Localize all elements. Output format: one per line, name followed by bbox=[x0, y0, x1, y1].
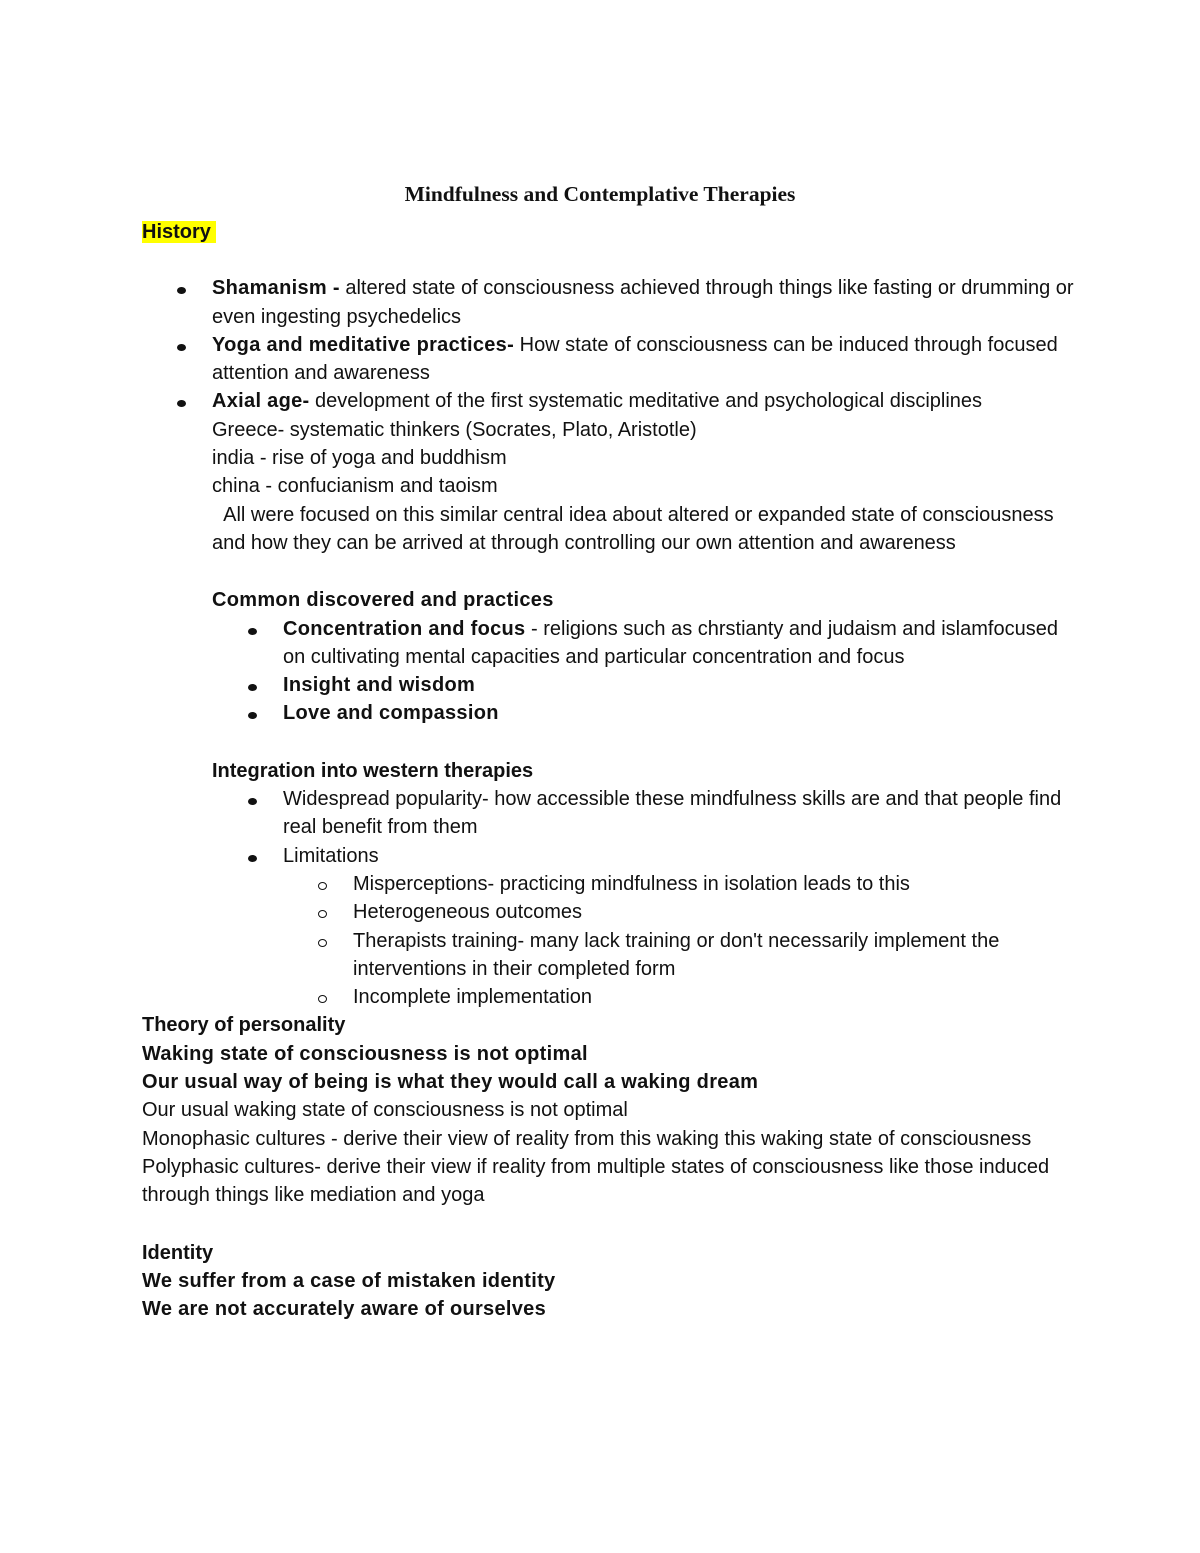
circle-bullet-icon bbox=[318, 882, 327, 890]
bold-line: We are not accurately aware of ourselves bbox=[142, 1298, 547, 1321]
bullet-icon bbox=[177, 400, 186, 407]
bullet-icon bbox=[248, 712, 257, 719]
circle-bullet-icon bbox=[318, 995, 327, 1003]
limitations-list bbox=[142, 870, 1082, 1011]
document-body bbox=[142, 218, 1082, 1323]
axial-summary: All were focused on this similar central idea about altered or expanded state of consciousness and how they can be arrived at through controlling our own attention and awareness bbox=[212, 503, 1060, 554]
history-heading: History bbox=[142, 221, 216, 243]
axial-line: china - confucianism and taoism bbox=[212, 475, 498, 498]
bullet-icon bbox=[248, 628, 257, 635]
identity-heading: Identity bbox=[142, 1241, 214, 1264]
bullet-icon bbox=[177, 344, 186, 351]
list-item: Axial age- development of the first systematic meditative and psychological disciplines bbox=[142, 387, 1082, 415]
list-item: Misperceptions- practicing mindfulness in isolation leads to this bbox=[142, 870, 1082, 898]
bullet-icon bbox=[248, 684, 257, 691]
list-item: Widespread popularity- how accessible these mindfulness skills are and that people find real benefit from them bbox=[142, 785, 1082, 842]
history-list bbox=[142, 274, 1082, 415]
list-item: Concentration and focus - religions such as chrstianty and judaism and islamfocused on cultivating mental capacities and particular concentration and focus bbox=[142, 615, 1082, 672]
list-item: Shamanism - altered state of consciousness achieved through things like fasting or drumming or even ingesting psychedelics bbox=[142, 274, 1082, 331]
list-item: Incomplete implementation bbox=[142, 983, 1082, 1011]
bold-line: Our usual way of being is what they would call a waking dream bbox=[142, 1071, 759, 1094]
list-item: Love and compassion bbox=[142, 699, 1082, 727]
document-title: Mindfulness and Contemplative Therapies bbox=[404, 182, 796, 206]
axial-line: india - rise of yoga and buddhism bbox=[212, 447, 507, 470]
bullet-icon bbox=[177, 287, 186, 294]
list-item: Therapists training- many lack training or don't necessarily implement the interventions in their completed form bbox=[142, 927, 1082, 984]
list-item: Yoga and meditative practices- How state of consciousness can be induced through focused attention and awareness bbox=[142, 331, 1082, 388]
bold-line: Waking state of consciousness is not optimal bbox=[142, 1042, 588, 1065]
circle-bullet-icon bbox=[318, 939, 327, 947]
text-line: Our usual waking state of consciousness is not optimal bbox=[142, 1099, 628, 1122]
text-line: Monophasic cultures - derive their view of reality from this waking this waking state of consciousness bbox=[142, 1127, 1032, 1150]
bullet-icon bbox=[248, 855, 257, 862]
axial-line: Greece- systematic thinkers (Socrates, Plato, Aristotle) bbox=[212, 418, 697, 441]
list-item: Insight and wisdom bbox=[142, 671, 1082, 699]
bullet-icon bbox=[248, 798, 257, 805]
common-heading: Common discovered and practices bbox=[212, 589, 554, 612]
common-list bbox=[142, 615, 1082, 728]
personality-heading: Theory of personality bbox=[142, 1014, 346, 1037]
text-line: Polyphasic cultures- derive their view if reality from multiple states of consciousness like those induced through things like mediation and yoga bbox=[142, 1155, 1050, 1207]
circle-bullet-icon bbox=[318, 910, 327, 918]
list-item: Limitations bbox=[142, 842, 1082, 870]
integration-list bbox=[142, 785, 1082, 870]
bold-line: We suffer from a case of mistaken identity bbox=[142, 1269, 556, 1292]
list-item: Heterogeneous outcomes bbox=[142, 898, 1082, 926]
integration-heading: Integration into western therapies bbox=[212, 759, 534, 782]
